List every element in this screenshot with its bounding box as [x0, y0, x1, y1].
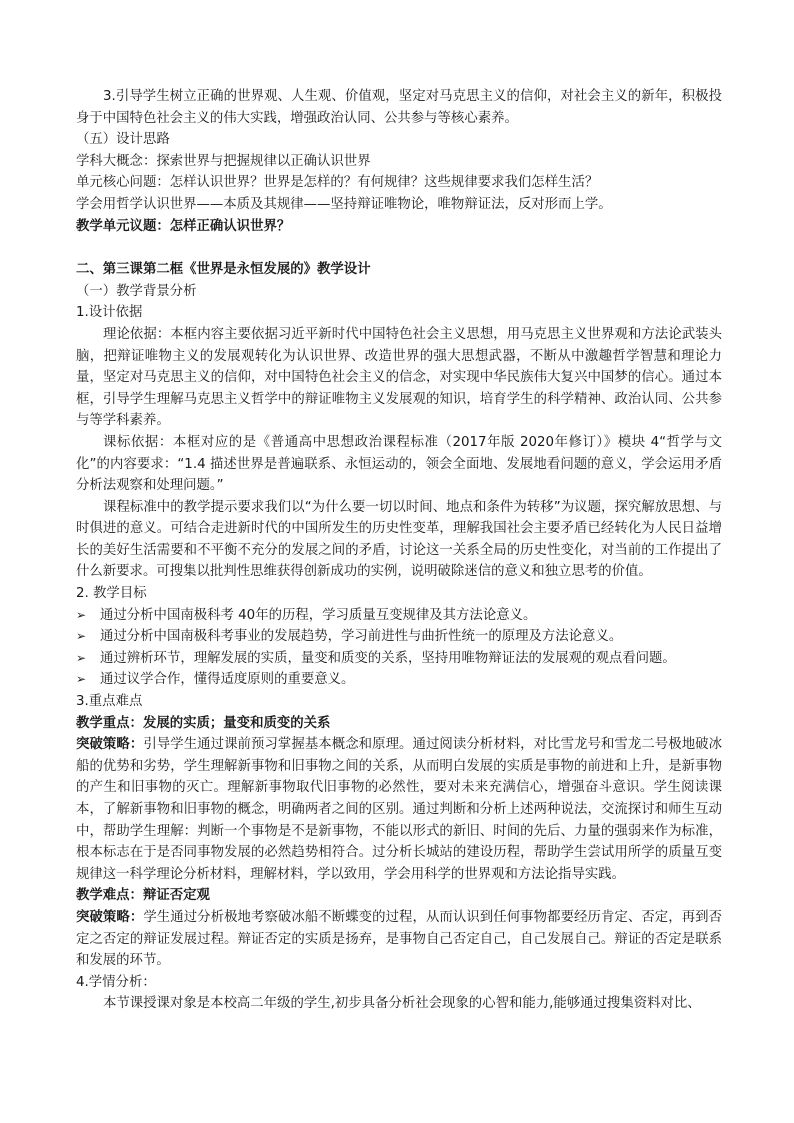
learner-paragraph: 本节课授课对象是本校高二年级的学生,初步具备分析社会现象的心智和能力,能够通过搜集资料对比、	[103, 996, 701, 1012]
bullet-arrow-icon: ➢	[76, 607, 87, 622]
strategy-label: 突破策略：	[76, 737, 144, 753]
difficulty-line: 教学难点：辩证否定观	[76, 888, 210, 904]
goal-item	[76, 605, 722, 627]
spacer	[76, 237, 722, 259]
core-question-line: 单元核心问题：怎样认识世界？世界是怎样的？有何规律？这些规律要求我们怎样生活？	[76, 175, 599, 191]
strategy-text: 学生通过分析极地考察破冰船不断蝶变的过程，从而认识到任何事物都要经历肯定、否定，再到否定之否定的辩证发展过程。辩证否定的实质是扬弃，是事物自己否定自己，自己发展自己。辩证的否定是联系和发展的环节。	[76, 909, 723, 969]
unit-topic-line: 教学单元议题：怎样正确认识世界？	[76, 218, 291, 234]
goal-3-paragraph: 3.引导学生树立正确的世界观、人生观、价值观，坚定对马克思主义的信仰，对社会主义的新年，积极投身于中国特色社会主义的伟大实践，增强政治认同、公共参与等核心素养。	[76, 89, 722, 126]
section-title: 二、第三课第二框《世界是永恒发展的》教学设计	[76, 262, 371, 278]
standard-paragraph: 课标依据：本框对应的是《普通高中思想政治课程标准（2017年版 2020年修订）》模块 4“哲学与文化”的内容要求：“1.4 描述世界是普遍联系、永恒运动的，领会全面地、发展地看问题的意义，学会运用矛盾分析法观察和处理问题。”	[76, 434, 722, 494]
design-heading: （五）设计思路	[76, 132, 170, 148]
learner-heading: 4.学情分析：	[76, 974, 156, 990]
key-heading: 3.重点难点	[76, 694, 143, 710]
theory-paragraph: 理论依据：本框内容主要依据习近平新时代中国特色社会主义思想，用马克思主义世界观和方法论武装头脑，把辩证唯物主义的发展观转化为认识世界、改造世界的强大思想武器，不断从中激趣哲学智慧和理论力量，坚定对马克思主义的信仰，对中国特色社会主义的信念，对实现中华民族伟大复兴中国梦的信心。通过本框，引导学生理解马克思主义哲学中的辩证唯物主义发展观的知识，培育学生的科学精神、政治认同、公共参与等学科素养。	[76, 326, 722, 429]
difficulty-strategy-paragraph	[76, 907, 722, 972]
key-strategy-paragraph	[76, 734, 722, 885]
strategy-label: 突破策略：	[76, 909, 144, 925]
bullet-arrow-icon: ➢	[76, 629, 87, 644]
goal-item	[76, 669, 722, 691]
basis-heading: 1.设计依据	[76, 305, 143, 321]
key-point-line: 教学重点：发展的实质；量变和质变的关系	[76, 715, 331, 731]
goal-text: 通过分析中国南极科考事业的发展趋势，学习前进性与曲折性统一的原理及方法论意义。	[100, 629, 623, 645]
background-heading: （一）教学背景分析	[76, 283, 197, 299]
document-page	[76, 86, 722, 1015]
learn-line: 学会用哲学认识世界——本质及其规律——坚持辩证唯物论，唯物辩证法，反对形而上学。	[76, 196, 612, 212]
bullet-arrow-icon: ➢	[76, 672, 87, 687]
goals-heading: 2. 教学目标	[76, 586, 147, 602]
bullet-arrow-icon: ➢	[76, 650, 87, 665]
goal-item	[76, 648, 722, 670]
goal-text: 通过分析中国南极科考 40年的历程，学习质量互变规律及其方法论意义。	[100, 607, 537, 623]
goal-text: 通过辨析环节，理解发展的实质，量变和质变的关系，坚持用唯物辩证法的发展观的观点看问题。	[100, 650, 676, 666]
course-paragraph: 课程标准中的教学提示要求我们以“为什么要一切以时间、地点和条件为转移”为议题，探究解放思想、与时俱进的意义。可结合走进新时代的中国所发生的历史性变革，理解我国社会主要矛盾已经转化为人民日益增长的美好生活需要和不平衡不充分的发展之间的矛盾，讨论这一关系全局的历史性变化，对当前的工作提出了什么新要求。可搜集以批判性思维获得创新成功的实例，说明破除迷信的意义和独立思考的价值。	[76, 499, 722, 580]
goal-item	[76, 626, 722, 648]
big-concept-line: 学科大概念：探索世界与把握规律以正确认识世界	[76, 153, 371, 169]
strategy-text: 引导学生通过课前预习掌握基本概念和原理。通过阅读分析材料，对比雪龙号和雪龙二号极地破冰船的优势和劣势，学生理解新事物和旧事物之间的关系，从而明白发展的实质是事物的前进和上升，是新事物的产生和旧事物的灭亡。理解新事物取代旧事物的必然性，要对未来充满信心，增强奋斗意识。学生阅读课本，了解新事物和旧事物的概念，明确两者之间的区别。通过判断和分析上述两种说法，交流探讨和师生互动中，帮助学生理解：判断一个事物是不是新事物，不能以形式的新旧、时间的先后、力量的强弱来作为标准，根本标志在于是否同事物发展的必然趋势相符合。过分析长城站的建设历程，帮助学生尝试用所学的质量互变规律这一科学理论分析材料，理解材料，学以致用，学会用科学的世界观和方法论指导实践。	[76, 737, 723, 882]
goal-text: 通过议学合作，懂得适度原则的重要意义。	[100, 672, 355, 688]
